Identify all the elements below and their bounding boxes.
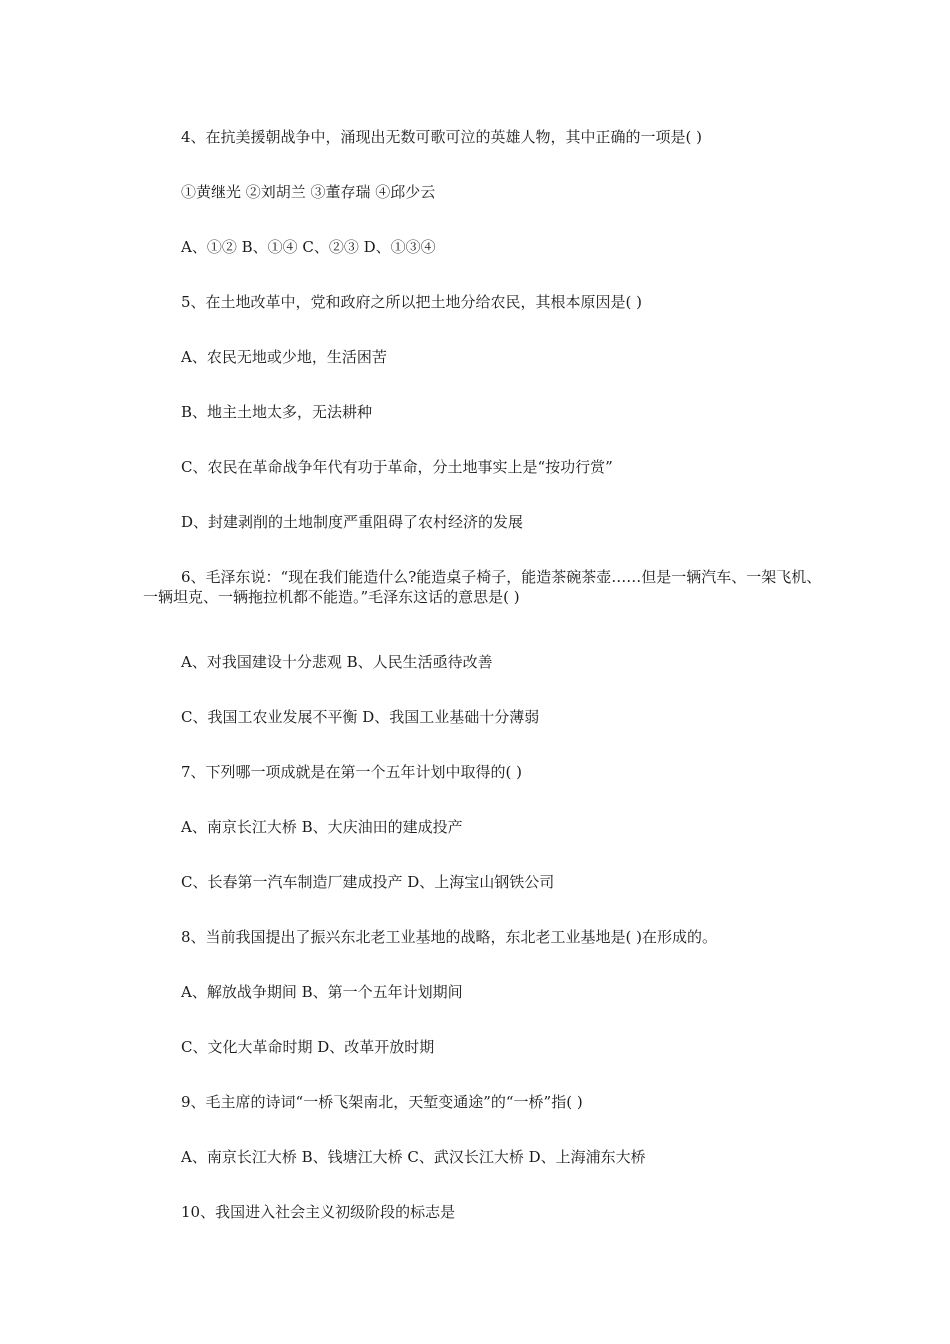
question-5-option-d: D、封建剥削的土地制度严重阻碍了农村经济的发展 — [181, 513, 524, 531]
question-7-options-cd: C、长春第一汽车制造厂建成投产 D、上海宝山钢铁公司 — [181, 873, 555, 891]
question-5: 5、在土地改革中，党和政府之所以把土地分给农民，其根本原因是( ) — [181, 293, 643, 311]
question-6-options-cd: C、我国工农业发展不平衡 D、我国工业基础十分薄弱 — [181, 708, 540, 726]
question-8: 8、当前我国提出了振兴东北老工业基地的战略，东北老工业基地是( )在形成的。 — [181, 928, 718, 946]
question-5-option-c: C、农民在革命战争年代有功于革命，分土地事实上是“按功行赏” — [181, 458, 613, 476]
question-8-options-ab: A、解放战争期间 B、第一个五年计划期间 — [181, 983, 463, 1001]
question-4: 4、在抗美援朝战争中，涌现出无数可歌可泣的英雄人物，其中正确的一项是( ) — [181, 128, 703, 146]
question-9: 9、毛主席的诗词“一桥飞架南北，天堑变通途”的“一桥”指( ) — [181, 1093, 583, 1111]
question-10: 10、我国进入社会主义初级阶段的标志是 — [181, 1203, 456, 1221]
question-6: 6、毛泽东说：“现在我们能造什么?能造桌子椅子，能造茶碗茶壶……但是一辆汽车、一架飞机、一辆坦克、一辆拖拉机都不能造。”毛泽东这话的意思是( ) — [143, 568, 822, 606]
question-5-option-a: A、农民无地或少地，生活困苦 — [181, 348, 387, 366]
question-7-options-ab: A、南京长江大桥 B、大庆油田的建成投产 — [181, 818, 463, 836]
question-7: 7、下列哪一项成就是在第一个五年计划中取得的( ) — [181, 763, 523, 781]
question-8-options-cd: C、文化大革命时期 D、改革开放时期 — [181, 1038, 435, 1056]
question-9-options: A、南京长江大桥 B、钱塘江大桥 C、武汉长江大桥 D、上海浦东大桥 — [181, 1148, 646, 1166]
question-4-options: A、①② B、①④ C、②③ D、①③④ — [181, 238, 436, 256]
question-4-items: ①黄继光 ②刘胡兰 ③董存瑞 ④邱少云 — [181, 183, 436, 201]
question-6-options-ab: A、对我国建设十分悲观 B、人民生活亟待改善 — [181, 653, 493, 671]
question-5-option-b: B、地主土地太多，无法耕种 — [181, 403, 373, 421]
